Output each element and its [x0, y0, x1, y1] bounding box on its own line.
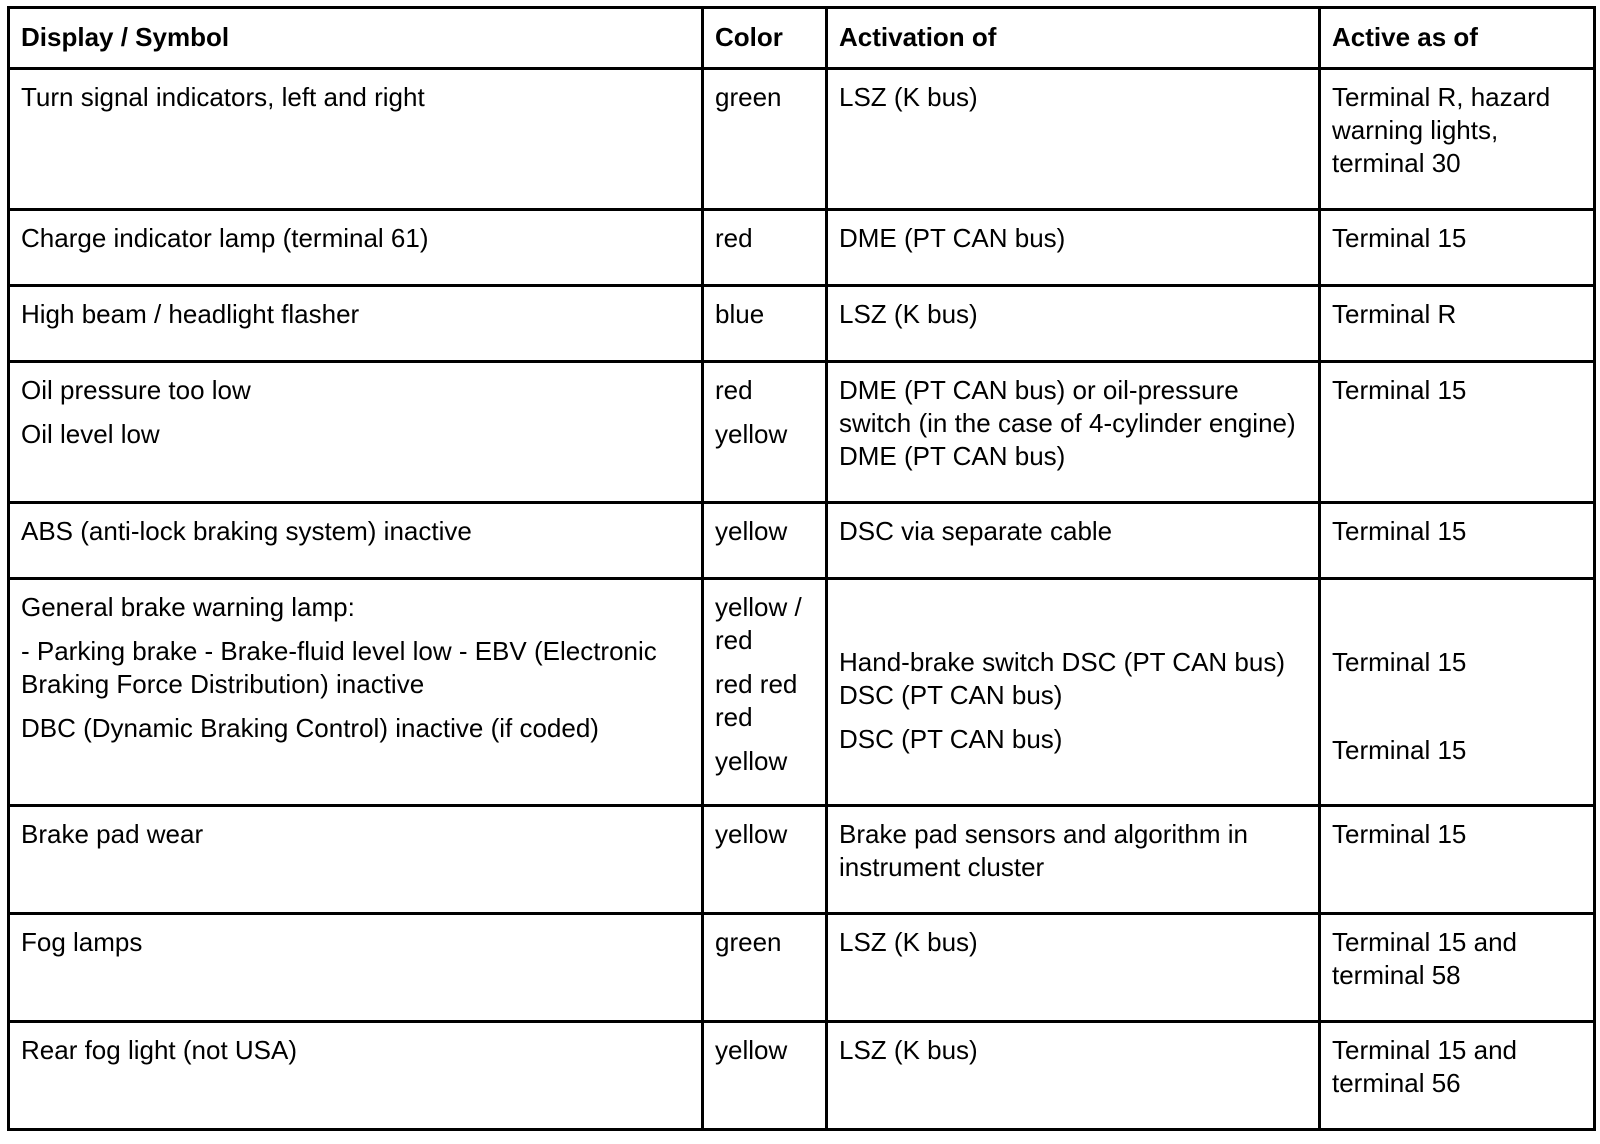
- display-line: Oil level low: [21, 419, 160, 449]
- cell-active: [1320, 579, 1595, 806]
- table-row: [9, 503, 1595, 579]
- cell-display: Charge indicator lamp (terminal 61): [9, 210, 703, 286]
- cell-activation: LSZ (K bus): [827, 286, 1320, 362]
- cell-display: ABS (anti-lock braking system) inactive: [9, 503, 703, 579]
- cell-active: Terminal R, hazard warning lights, terminal 30: [1320, 69, 1595, 210]
- color-line: yellow / red: [715, 592, 802, 655]
- active-line: Terminal 15: [1332, 735, 1467, 765]
- cell-active: Terminal 15: [1320, 503, 1595, 579]
- table-row: [9, 210, 1595, 286]
- cell-display: Rear fog light (not USA): [9, 1022, 703, 1130]
- cell-active: Terminal R: [1320, 286, 1595, 362]
- table-row: [9, 69, 1595, 210]
- cell-activation: LSZ (K bus): [827, 914, 1320, 1022]
- header-color: Color: [703, 8, 827, 69]
- cell-display: High beam / headlight flasher: [9, 286, 703, 362]
- cell-active: Terminal 15 and terminal 56: [1320, 1022, 1595, 1130]
- color-line: red red red: [715, 669, 798, 732]
- activation-line: DSC (PT CAN bus): [839, 724, 1063, 754]
- cell-activation: LSZ (K bus): [827, 1022, 1320, 1130]
- color-line: yellow: [715, 746, 788, 776]
- cell-activation: DME (PT CAN bus): [827, 210, 1320, 286]
- table-row: [9, 362, 1595, 503]
- cell-display: Turn signal indicators, left and right: [9, 69, 703, 210]
- header-display-symbol: Display / Symbol: [9, 8, 703, 69]
- cell-color: yellow: [703, 806, 827, 914]
- cell-display: [9, 579, 703, 806]
- color-line: red: [715, 375, 753, 405]
- cell-color: yellow: [703, 503, 827, 579]
- cell-active: Terminal 15: [1320, 362, 1595, 503]
- cell-display: Fog lamps: [9, 914, 703, 1022]
- cell-display: [9, 362, 703, 503]
- cell-display: Brake pad wear: [9, 806, 703, 914]
- cell-color: [703, 579, 827, 806]
- table-row: [9, 1022, 1595, 1130]
- cell-activation: Brake pad sensors and algorithm in instrument cluster: [827, 806, 1320, 914]
- table-row: [9, 579, 1595, 806]
- cell-color: red: [703, 210, 827, 286]
- display-line: General brake warning lamp:: [21, 592, 355, 622]
- cell-active: Terminal 15: [1320, 210, 1595, 286]
- cell-activation: LSZ (K bus): [827, 69, 1320, 210]
- cell-activation: DSC via separate cable: [827, 503, 1320, 579]
- color-line: yellow: [715, 419, 788, 449]
- header-activation: Activation of: [827, 8, 1320, 69]
- display-line: DBC (Dynamic Braking Control) inactive (if coded): [21, 713, 599, 743]
- indicator-table: [7, 6, 1596, 1131]
- table-row: [9, 806, 1595, 914]
- table-row: [9, 914, 1595, 1022]
- cell-active: Terminal 15 and terminal 58: [1320, 914, 1595, 1022]
- display-line: - Parking brake - Brake-fluid level low - EBV (Electronic Braking Force Distribution) inactive: [21, 636, 657, 699]
- cell-activation: DME (PT CAN bus) or oil-pressure switch (in the case of 4-cylinder engine) DME (PT CAN bus): [827, 362, 1320, 503]
- cell-color: green: [703, 914, 827, 1022]
- cell-color: green: [703, 69, 827, 210]
- cell-color: [703, 362, 827, 503]
- cell-color: blue: [703, 286, 827, 362]
- header-active-as-of: Active as of: [1320, 8, 1595, 69]
- cell-color: yellow: [703, 1022, 827, 1130]
- active-line: Terminal 15: [1332, 647, 1467, 677]
- activation-line: Hand-brake switch DSC (PT CAN bus) DSC (PT CAN bus): [839, 647, 1285, 710]
- cell-activation: [827, 579, 1320, 806]
- cell-active: Terminal 15: [1320, 806, 1595, 914]
- header-row: [9, 8, 1595, 69]
- table-row: [9, 286, 1595, 362]
- display-line: Oil pressure too low: [21, 375, 251, 405]
